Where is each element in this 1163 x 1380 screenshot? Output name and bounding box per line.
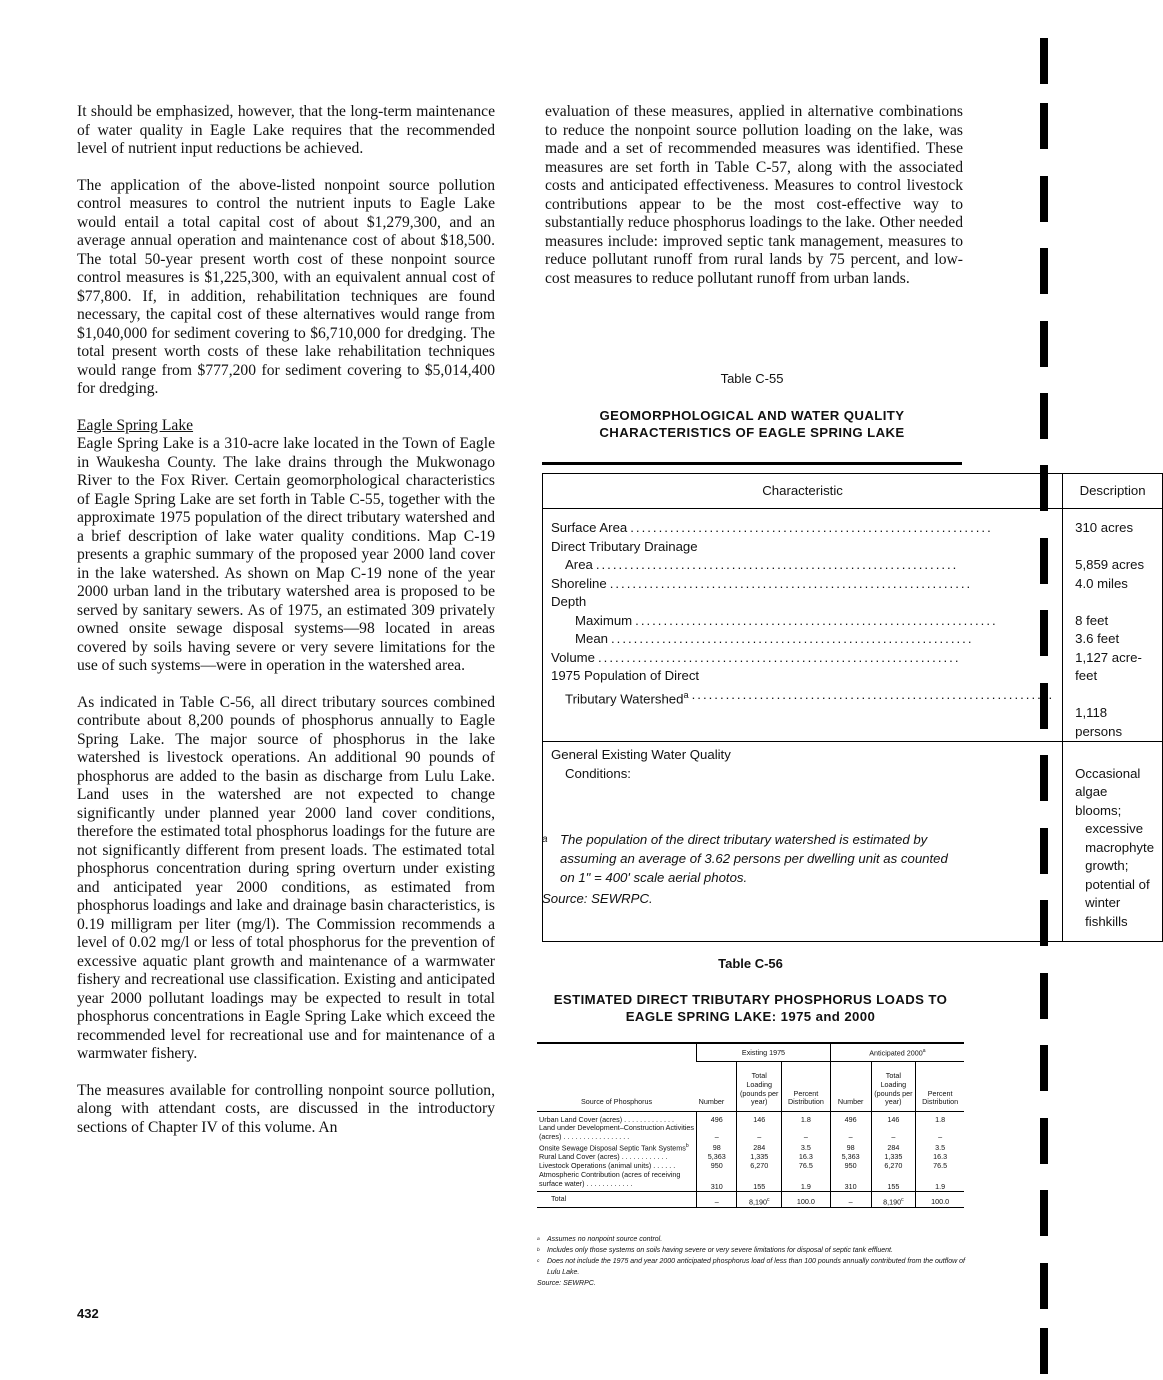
number-cell: 496 [830,1116,871,1125]
paragraph: As indicated in Table C-56, all direct tributary sources combined contribute about 8,200 pounds of phosphorus annually to Eagle Spring Lake. The major source of phosphorus in the lake watershed is livestock operations. An additional 90 pounds of phosphorus are added to the basin as discharge from Lulu Lake. Land uses in the watershed are not expected to change significantly under planned year 2000 land cover conditions, therefore the estimated total phosphorus loadings for the future are not significantly different from present loads. The estimated total phosphorus concentration during spring overturn under existing and anticipated year 2000 conditions, as estimated from phosphorus loadings and lake and drainage basin characteristics, is 0.19 milligram per liter (mg/l). The Commission recommends a level of 0.02 mg/l or less of total phosphorus for the prevention of excessive aquatic plant growth and maintenance of a warmwater fishery and recreational use classification. Existing and anticipated year 2000 pollutant loadings may be expected to result in total phosphorus concentrations in Eagle Spring Lake which exceed the recommended level for recreational use and for maintenance of a warmwater fishery. [77,693,495,1062]
margin-mark [1040,900,1048,946]
paragraph: evaluation of these measures, applied in alternative combinations to reduce the nonpoint source pollution loading on the lake, was made and a set of recommended measures was identified. These measures are set forth in Table C-57, along with the associated costs and anticipated effectiveness. Measures to control livestock contributions appear to be the most cost-effective way to substantially reduce phosphorus loadings to the lake. Other needed measures include: improved septic tank management, measures to reduce pollutant runoff from rural lands by 75 percent, and low-cost measures to reduce pollutant runoff from urban lands. [545,103,963,287]
source-cell: Rural Land Cover (acres) . . . . . . . . . . . . [539,1152,668,1162]
page-number: 432 [77,1306,99,1321]
value: Occasional algae blooms; [1075,765,1141,818]
footnote-marker: c [537,1259,540,1264]
number-cell: – [830,1124,871,1142]
column-header: Percent Distribution [782,1062,831,1112]
column-header [537,1044,697,1112]
margin-mark [1040,393,1048,439]
percent-cell: 76.5 [916,1162,964,1171]
footnote-marker: a [537,1237,540,1242]
number-cell: 310 [697,1171,737,1192]
source-cell: Atmospheric Contribution (acres of receiving surface water) . . . . . . . . . . . . [539,1169,681,1188]
table-title [542,407,962,441]
row-label: Mean [575,631,608,646]
row-label: Surface Area [551,520,628,535]
table-row [551,519,1054,538]
footnote-marker: a [922,1048,926,1054]
source-cell: Livestock Operations (animal units) . . . . . . [539,1161,676,1171]
source-cell: Land under Development–Construction Activities (acres) . . . . . . . . . . . . . . . . . [539,1123,695,1142]
margin-mark [1040,1263,1048,1309]
value: 310 acres [1075,520,1134,535]
value: 1,118 persons [1075,705,1123,739]
value: growth; potential of [1085,858,1150,892]
percent-cell: – [916,1124,964,1142]
margin-mark [1040,103,1048,149]
loading-cell: – [871,1124,916,1142]
footnote-marker: b [537,1248,540,1253]
column-header: Total Loading (pounds per year) [737,1062,782,1112]
loading-cell: 1,335 [871,1153,916,1162]
loading-cell: 155 [871,1171,916,1192]
margin-mark [1040,248,1048,294]
column-header: Description [1063,474,1163,509]
margin-mark [1040,610,1048,656]
table-label: Table C-55 [720,371,784,386]
section-heading: Eagle Spring Lake [77,416,194,434]
loading-cell [737,1192,782,1208]
description-cell [1063,742,1163,942]
column-header: Characteristic [543,474,1063,509]
loading-cell: 284 [737,1142,782,1153]
row-label: 1975 Population of Direct [551,668,700,683]
row-label: Shoreline [551,575,607,591]
number-cell: 496 [697,1116,737,1125]
table-row [551,556,1054,575]
total-row [537,1192,964,1208]
table-row [537,1124,964,1142]
column-header: Number [830,1062,871,1112]
loading-cell: – [737,1124,782,1142]
row-label [565,686,689,709]
number-cell: – [697,1192,737,1208]
number-cell: – [830,1192,871,1208]
loading-cell: 284 [871,1142,916,1153]
group-header: Existing 1975 [697,1044,831,1062]
loading-text: 8,190 [883,1197,902,1207]
percent-cell: 76.5 [782,1162,831,1171]
group-header [830,1044,964,1062]
table-footnote [542,830,962,908]
loading-cell: 146 [737,1116,782,1125]
phosphorus-table [537,1042,964,1208]
margin-mark [1040,683,1048,729]
value: 4.0 miles [1075,575,1128,591]
percent-cell: 3.5 [782,1142,831,1153]
value: 5,859 acres [1075,557,1145,572]
paragraph: Eagle Spring Lake is a 310-acre lake located in the Town of Eagle in Waukesha County. The lake drains through the Mukwonago River to the Fox River. Certain geomorphological characteristics of Eagle Spring Lake are set forth in Table C-55, together with the approximate 1975 population of the direct tributary watershed and a brief description of lake water quality conditions. Map C-19 presents a graphic summary of the proposed year 2000 land cover in the lake watershed. As shown on Map C-19 none of the year 2000 urban land in the tributary watershed area is proposed to be served by sanitary sewers. As of 1975, an estimated 309 privately owned onsite sewage disposal systems—98 located in areas covered by soils having severe or very severe limitations for the use of such systems—were in operation in the watershed area. [77,435,495,674]
table-footnotes [537,1234,965,1289]
margin-mark [1040,538,1048,584]
table-row [551,612,1054,631]
footnote-text: The population of the direct tributary watershed is estimated by assuming an average of 3.62 persons per dwelling unit as counted on 1" = 400' scale aerial photos. [560,832,948,885]
row-label: Direct Tributary Drainage [551,538,698,554]
table-title-line: CHARACTERISTICS OF EAGLE SPRING LAKE [599,425,905,440]
table-label: Table C-56 [718,956,783,971]
number-cell: 950 [697,1162,737,1171]
percent-cell: 16.3 [782,1153,831,1162]
paragraph: The application of the above-listed nonpoint source pollution control measures to control the nutrient inputs to Eagle Lake would entail a total capital cost of about $1,279,300, and an average annual operation and maintenance cost of about $18,500. The total 50-year present worth cost of these nonpoint source control measures is $1,225,300, with an equivalent annual cost of $77,800. If, in addition, rehabilitation techniques are found necessary, the capital cost of these alternatives would range from $1,040,000 for sediment covering to $6,710,000 for dredging. The total present worth costs of these lake rehabilitation techniques would range from $777,200 for sediment covering to $5,014,400 for dredging. [77,176,495,397]
margin-mark [1040,321,1048,367]
loading-cell: 146 [871,1116,916,1125]
percent-cell: 100.0 [916,1192,964,1208]
column-header: Percent Distribution [916,1062,964,1112]
loading-cell [871,1192,916,1208]
column-header-text: Source of Phosphorus [581,1097,653,1107]
margin-marks [1040,38,1050,1358]
table-rule [542,462,962,465]
footnote-text: Does not include the 1975 and year 2000 anticipated phosphorus load of less than 100 pounds annually contributed from the outflow of Lulu Lake. [547,1258,965,1276]
percent-cell: 1.8 [782,1116,831,1125]
margin-mark [1040,465,1048,511]
right-text-column [545,103,963,306]
row-label-text: Tributary Watershed [565,690,684,706]
row-label: Maximum [575,612,633,628]
margin-mark [1040,828,1048,874]
number-cell: 950 [830,1162,871,1171]
percent-cell: 1.8 [916,1116,964,1125]
footnote-marker: a [542,834,548,845]
margin-mark [1040,1328,1048,1374]
table-title [537,991,964,1025]
source-cell: Total [551,1194,567,1204]
table-row [551,630,1054,649]
margin-mark [1040,38,1048,84]
margin-mark [1040,1190,1048,1236]
source-text: Onsite Sewage Disposal Septic Tank Systems [539,1143,686,1153]
footnote-marker: c [901,1197,904,1204]
characteristic-cell [543,509,1063,742]
margin-mark [1040,176,1048,222]
value: winter fishkills [1085,895,1128,929]
loading-text: 8,190 [748,1197,767,1207]
number-cell: 5,363 [697,1153,737,1162]
number-cell: 310 [830,1171,871,1192]
footnote-marker: c [766,1197,770,1204]
table-row [551,575,1054,594]
percent-cell: 100.0 [782,1192,831,1208]
table-title-line: EAGLE SPRING LAKE: 1975 and 2000 [625,1009,876,1024]
loading-cell: 155 [737,1171,782,1192]
source-cell: Urban Land Cover (acres) . . . . . . . . . . . . . [539,1114,675,1124]
loading-cell: 6,270 [871,1162,916,1171]
value: 8 feet [1075,612,1109,628]
number-cell: 98 [830,1142,871,1153]
footnote-marker: a [683,689,689,700]
table-row [551,686,1054,709]
percent-cell: 16.3 [916,1153,964,1162]
percent-cell: 3.5 [916,1142,964,1153]
percent-cell: 1.9 [916,1171,964,1192]
margin-mark [1040,1045,1048,1091]
percent-cell: – [782,1124,831,1142]
footnote-text: Assumes no nonpoint source control. [547,1236,663,1243]
column-header: Total Loading (pounds per year) [871,1062,916,1112]
value: excessive macrophyte [1085,821,1155,855]
margin-mark [1040,1118,1048,1164]
table-title-line: ESTIMATED DIRECT TRIBUTARY PHOSPHORUS LOADS TO [553,992,948,1007]
table-source: Source: SEWRPC. [542,891,653,906]
table-row [551,649,1054,668]
row-label: Volume [551,649,595,665]
value: 1,127 acre-feet [1075,649,1142,683]
percent-cell: 1.9 [782,1171,831,1192]
row-label: Depth [551,594,587,609]
table-row [537,1171,964,1192]
value: 3.6 feet [1075,631,1120,646]
paragraph: It should be emphasized, however, that the long-term maintenance of water quality in Eagle Lake requires that the recommended level of nutrient input reductions be achieved. [77,103,495,157]
group-header-text: Anticipated 2000 [869,1048,923,1058]
row-label: Conditions: [565,765,631,781]
margin-mark [1040,973,1048,1019]
footnote-text: Includes only those systems on soils having severe or very severe limitations for disposal of septic tank effluent. [547,1247,893,1254]
loading-cell: 1,335 [737,1153,782,1162]
loading-cell: 6,270 [737,1162,782,1171]
description-cell [1063,509,1163,742]
margin-mark [1040,755,1048,801]
column-header: Number [697,1062,737,1112]
number-cell: 5,363 [830,1153,871,1162]
row-label: Area [565,557,593,572]
footnote-marker: b [685,1143,689,1150]
paragraph: The measures available for controlling nonpoint source pollution, along with attendant costs, are discussed in the introductory sections of Chapter IV of this volume. An [77,1081,495,1136]
number-cell: 98 [697,1142,737,1153]
left-text-column [77,103,495,1155]
table-source: Source: SEWRPC. [537,1280,596,1287]
number-cell: – [697,1124,737,1142]
row-label: General Existing Water Quality [551,747,731,762]
table-title-line: GEOMORPHOLOGICAL AND WATER QUALITY [599,408,905,423]
